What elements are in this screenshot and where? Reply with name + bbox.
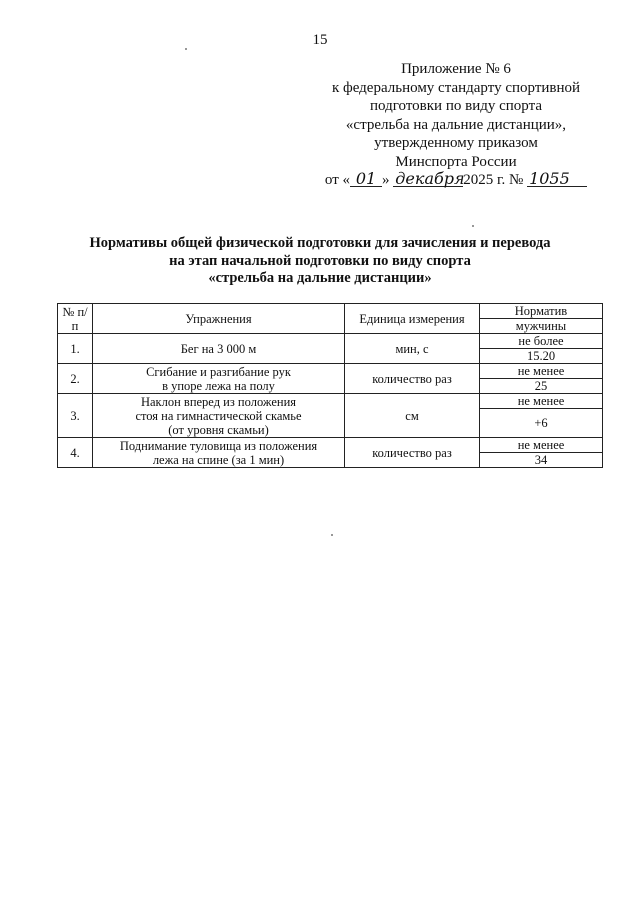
- row-num: 1.: [58, 334, 93, 364]
- document-title: [0, 235, 640, 288]
- appendix-ministry: Минспорта России: [395, 153, 517, 170]
- handwritten-order-number: 1055: [527, 172, 587, 187]
- row-value: 25: [480, 379, 603, 394]
- exercise-line: Поднимание туловища из положения: [119, 438, 318, 453]
- table-row: [58, 394, 603, 409]
- title-line: на этап начальной подготовки по виду спорта: [169, 252, 471, 269]
- header-exercise: Упражнения: [93, 304, 345, 334]
- handwritten-month: декабря: [395, 169, 465, 188]
- appendix-line: утвержденному приказом: [374, 135, 538, 151]
- exercise-line: лежа на спине (за 1 мин): [152, 452, 285, 467]
- table-row: [58, 438, 603, 453]
- scan-speck: [472, 225, 474, 227]
- row-num: 2.: [58, 364, 93, 394]
- appendix-header: [306, 60, 606, 190]
- header-gender: мужчины: [480, 319, 603, 334]
- row-exercise: [93, 394, 345, 438]
- row-num: 4.: [58, 438, 93, 468]
- row-unit: количество раз: [345, 364, 480, 394]
- date-year: 2025 г. №: [463, 172, 524, 188]
- row-exercise: [93, 438, 345, 468]
- row-qualifier: не более: [480, 334, 603, 349]
- row-unit: см: [345, 394, 480, 438]
- row-exercise: [93, 364, 345, 394]
- header-unit: Единица измерения: [345, 304, 480, 334]
- date-quote: »: [382, 172, 390, 188]
- row-value: +6: [480, 409, 603, 438]
- appendix-number: Приложение № 6: [401, 61, 511, 77]
- exercise-line: Наклон вперед из положения: [140, 394, 297, 409]
- title-line: Нормативы общей физической подготовки для зачисления и перевода: [89, 235, 551, 251]
- exercise-line: (от уровня скамьи): [168, 422, 269, 437]
- norms-table: [57, 303, 603, 468]
- header-num: № п/п: [58, 304, 93, 334]
- table-header-row: [58, 304, 603, 319]
- scan-speck: [185, 48, 187, 50]
- exercise-line: стоя на гимнастической скамье: [135, 408, 302, 423]
- page-number: 15: [312, 32, 328, 48]
- row-num: 3.: [58, 394, 93, 438]
- row-qualifier: не менее: [480, 438, 603, 453]
- exercise-line: в упоре лежа на полу: [162, 378, 275, 393]
- date-prefix: от «: [324, 172, 351, 188]
- scan-speck: [331, 534, 333, 536]
- row-value: 34: [480, 453, 603, 468]
- row-qualifier: не менее: [480, 364, 603, 379]
- table-row: [58, 364, 603, 379]
- row-unit: количество раз: [345, 438, 480, 468]
- title-line: «стрельба на дальние дистанции»: [208, 270, 432, 286]
- row-unit: мин, с: [345, 334, 480, 364]
- handwritten-day: 01: [350, 172, 382, 187]
- appendix-line: подготовки по виду спорта: [370, 98, 542, 114]
- row-value: 15.20: [480, 349, 603, 364]
- appendix-line: «стрельба на дальние дистанции»,: [345, 116, 567, 133]
- row-exercise: Бег на 3 000 м: [93, 334, 345, 364]
- appendix-line: к федеральному стандарту спортивной: [331, 79, 581, 96]
- order-date-line: [306, 171, 606, 190]
- table-row: [58, 334, 603, 349]
- header-norm: Норматив: [480, 304, 603, 319]
- row-qualifier: не менее: [480, 394, 603, 409]
- exercise-line: Сгибание и разгибание рук: [146, 364, 291, 379]
